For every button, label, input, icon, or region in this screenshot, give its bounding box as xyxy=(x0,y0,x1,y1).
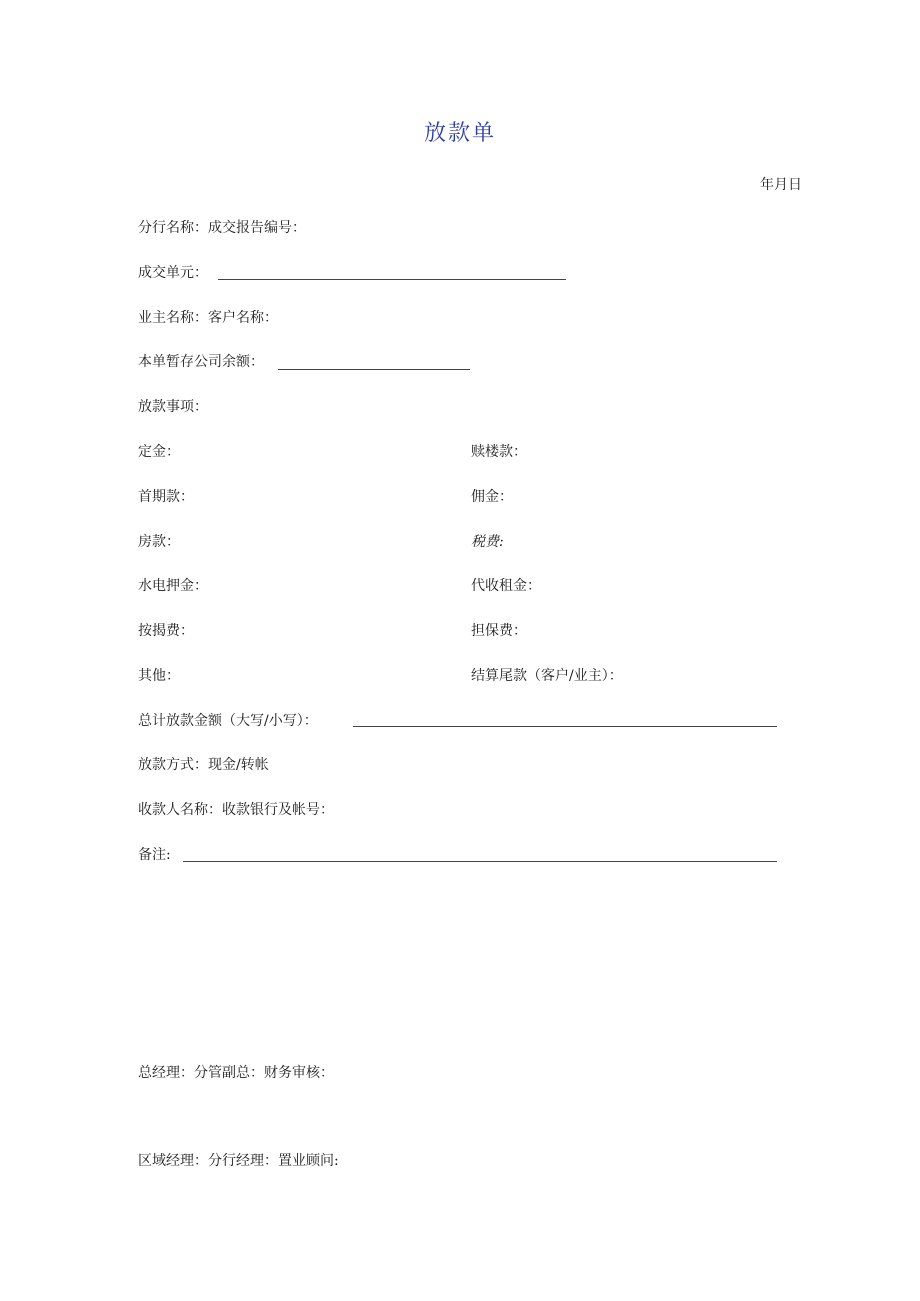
down-payment-label: 首期款： xyxy=(138,489,194,505)
remarks-underline[interactable] xyxy=(183,861,777,862)
tax-label: 税费: xyxy=(471,534,504,550)
settlement-label: 结算尾款（客户/业主）： xyxy=(471,668,623,684)
document-title: 放款单 xyxy=(423,121,496,146)
payee-label: 收款人名称：收款银行及帐号： xyxy=(138,802,334,818)
remarks-label: 备注: xyxy=(138,847,171,863)
signature-row-2: 区域经理：分行经理：置业顾问: xyxy=(138,1153,339,1169)
commission-label: 佣金： xyxy=(471,489,513,505)
unit-underline[interactable] xyxy=(218,279,566,280)
house-payment-label: 房款： xyxy=(138,534,180,550)
rent-collect-label: 代收租金： xyxy=(471,578,541,594)
mortgage-fee-label: 按揭费： xyxy=(138,623,194,639)
payment-method-label: 放款方式：现金/转帐 xyxy=(138,757,269,773)
signature-row-1: 总经理：分管副总：财务审核： xyxy=(138,1065,334,1081)
unit-label: 成交单元： xyxy=(138,265,208,281)
deposit-label: 定金： xyxy=(138,444,180,460)
other-label: 其他： xyxy=(138,668,180,684)
branch-report-label: 分行名称：成交报告编号： xyxy=(138,220,306,236)
redeem-label: 赎楼款： xyxy=(471,444,527,460)
total-amount-label: 总计放款金额（大写/小写）： xyxy=(138,713,318,729)
date-label: 年月日 xyxy=(760,177,802,193)
utility-deposit-label: 水电押金： xyxy=(138,578,208,594)
items-heading: 放款事项： xyxy=(138,399,208,415)
guarantee-fee-label: 担保费： xyxy=(471,623,527,639)
balance-label: 本单暂存公司余额： xyxy=(138,354,264,370)
owner-client-label: 业主名称：客户名称： xyxy=(138,310,278,326)
balance-underline[interactable] xyxy=(278,369,470,370)
total-amount-underline[interactable] xyxy=(353,726,777,727)
